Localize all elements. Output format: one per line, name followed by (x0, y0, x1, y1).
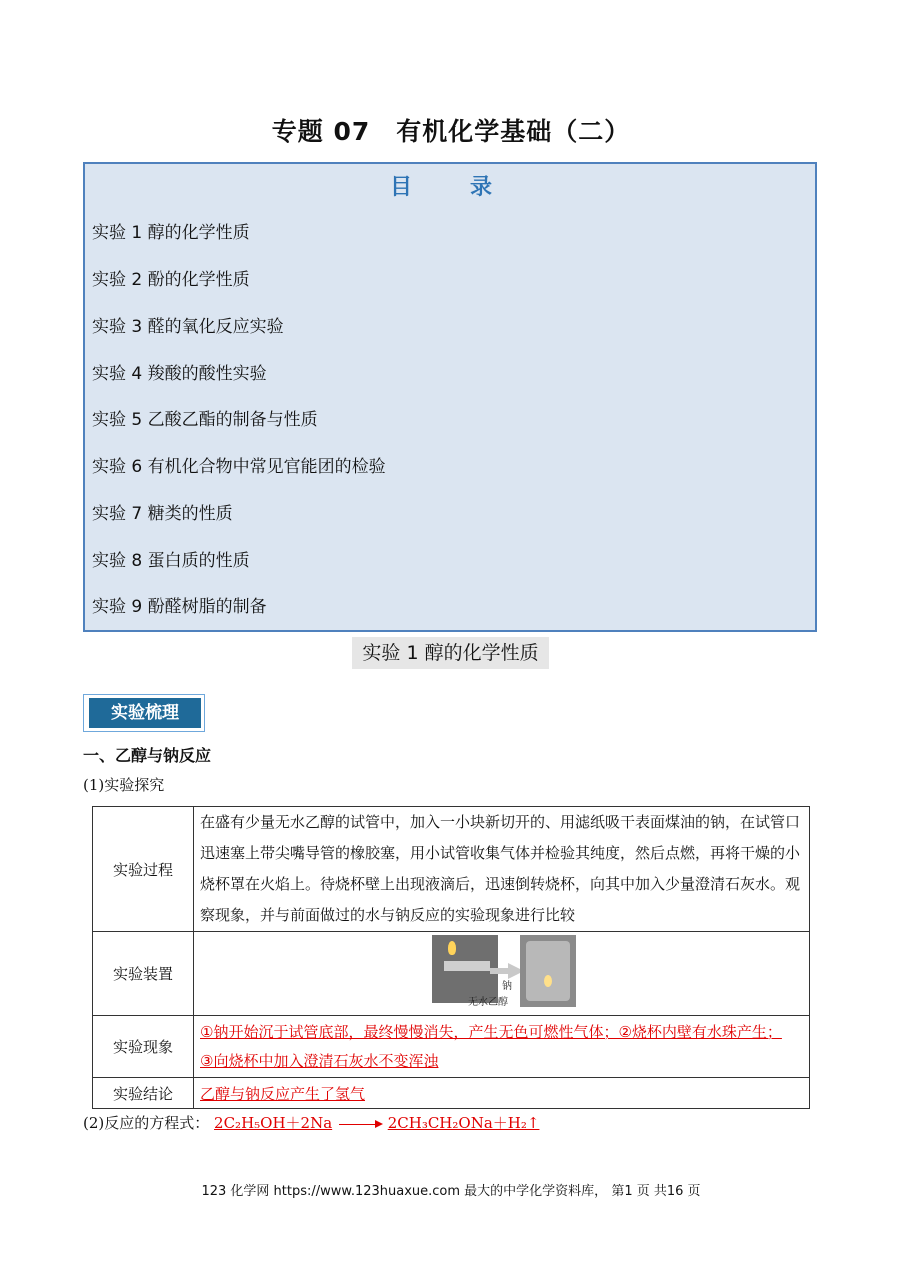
row-label: 实验过程 (93, 807, 194, 932)
row-label: 实验装置 (93, 932, 194, 1016)
beaker-image (520, 935, 576, 1007)
toc-heading: 目 录 (389, 175, 510, 200)
flame-icon (544, 975, 552, 987)
page-footer: 123 化学网 https://www.123huaxue.com 最大的中学化学资料库， 第1 页 共16 页 (201, 1184, 701, 1199)
table-row (93, 932, 810, 1016)
toc-item[interactable]: 实验 8 蛋白质的性质 (92, 551, 250, 571)
table-row (93, 1078, 810, 1109)
reaction-equation (83, 1112, 539, 1133)
toc-item[interactable]: 实验 2 酚的化学性质 (92, 270, 250, 290)
observation-line-1: ①钠开始沉于试管底部，最终慢慢消失，产生无色可燃性气体；②烧杯内壁有水珠产生； (200, 1022, 782, 1041)
ethanol-label: 无水乙醇 (468, 996, 508, 1008)
row-label: 实验结论 (93, 1078, 194, 1109)
heading-ethanol-sodium: 一、乙醇与钠反应 (83, 746, 212, 765)
flame-icon (448, 941, 456, 955)
observation-cell (194, 1016, 810, 1078)
heading-experiment-explore: (1)实验探究 (83, 776, 165, 794)
badge-label: 实验梳理 (89, 698, 201, 728)
row-label: 实验现象 (93, 1016, 194, 1078)
beaker-icon (526, 941, 570, 1001)
table-row (93, 807, 810, 932)
equation-right: 2CH₃CH₂ONa＋H₂↑ (387, 1114, 540, 1132)
apparatus-cell (194, 932, 810, 1016)
sodium-label: 钠 (502, 980, 512, 992)
toc-item[interactable]: 实验 7 糖类的性质 (92, 504, 233, 524)
toc-item[interactable]: 实验 1 醇的化学性质 (92, 223, 250, 243)
reaction-arrow-icon (339, 1124, 381, 1125)
experiment-table (92, 806, 810, 1109)
observation-line-2: ③向烧杯中加入澄清石灰水不变浑浊 (200, 1051, 439, 1070)
table-of-contents (83, 162, 817, 632)
toc-item[interactable]: 实验 5 乙酸乙酯的制备与性质 (92, 410, 318, 430)
section-title: 实验 1 醇的化学性质 (352, 637, 549, 669)
procedure-text: 在盛有少量无水乙醇的试管中，加入一小块新切开的、用滤纸吸干表面煤油的钠，在试管口迅速塞上带尖嘴导管的橡胶塞，用小试管收集气体并检验其纯度，然后点燃，再将干燥的小烧杯罩在火焰上。待烧杯壁上出现液滴后，迅速倒转烧杯，向其中加入少量澄清石灰水。观察现象，并与前面做过的水与钠反应的实验现象进行比较 (194, 807, 810, 932)
apparatus-figure (200, 933, 803, 1015)
toc-item[interactable]: 实验 4 羧酸的酸性实验 (92, 364, 267, 384)
table-row (93, 1016, 810, 1078)
toc-item[interactable]: 实验 9 酚醛树脂的制备 (92, 597, 267, 617)
toc-item[interactable]: 实验 6 有机化合物中常见官能团的检验 (92, 457, 386, 477)
equation-prefix: (2)反应的方程式： (83, 1114, 210, 1132)
conclusion-text: 乙醇与钠反应产生了氢气 (200, 1084, 366, 1103)
equation-left: 2C₂H₅OH＋2Na (214, 1114, 333, 1132)
toc-item[interactable]: 实验 3 醛的氧化反应实验 (92, 317, 284, 337)
conclusion-cell (194, 1078, 810, 1109)
arrow-bar (490, 968, 508, 974)
section-badge (83, 688, 207, 734)
page-title: 专题 07 有机化学基础（二） (271, 117, 631, 146)
tube-icon (444, 961, 490, 971)
